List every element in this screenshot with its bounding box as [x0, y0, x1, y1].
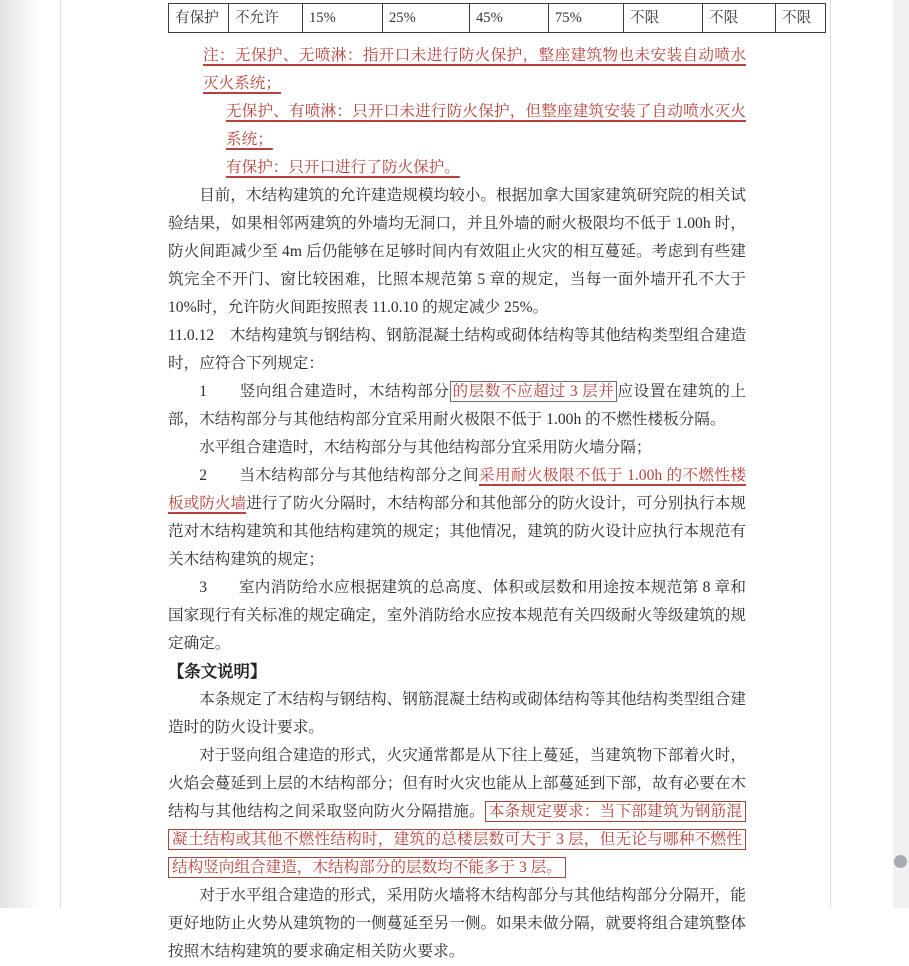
clause-3: 3 室内消防给水应根据建筑的总高度、体积或层数和用途按本规范第 8 章和国家现行有关标准的规定确定，室外消防给水应按本规范有关四级耐火等级建筑的规定确定。 [168, 579, 746, 652]
paragraph-current-scale: 目前，木结构建筑的允许建造规模均较小。根据加拿大国家建筑研究院的相关试验结果，如果相邻两建筑的外墙均无洞口，并且外墙的耐火极限均不低于 1.00h 时，防火间距减少至 4m 后仍能够在足够时间内有效阻止火灾的相互蔓延。考虑到有些建筑完全不开门、窗比较困难，比照本规范第 5 章的规定，当每一面外墙开孔不大于 10%时，允许防火间距按照表 11.0.10 的规定减少 25%。 [168, 187, 746, 316]
table-cell: 不允许 [229, 4, 303, 33]
clause-2 [168, 462, 746, 574]
table-cell: 不限 [703, 4, 776, 33]
fire-protection-table [168, 3, 826, 33]
clause-1-pre: 1 竖向组合建造时，木结构部分 [199, 383, 450, 400]
note-line-3: 有保护：只开口进行了防火保护。 [226, 159, 460, 176]
clause-1-boxed-emphasis: 的层数不应超过 3 层并 [450, 381, 618, 402]
page-left-edge [60, 0, 61, 908]
clause-2-pre: 2 当木结构部分与其他结构部分之间 [199, 467, 480, 484]
section-11-0-12-line: 11.0.12 木结构建筑与钢结构、钢筋混凝土结构或砌体结构等其他结构类型组合建造时，应符合下列规定： [168, 327, 746, 372]
page-right-edge [830, 0, 831, 908]
clause-body [168, 182, 746, 966]
table-cell: 15% [303, 4, 383, 33]
commentary-2-boxed-emphasis: 本条规定要求：当下部建筑为钢筋混凝土结构或其他不燃性结构时，建筑的总楼层数可大于 3 层，但无论与哪种不燃性结构竖向组合建造，木结构部分的层数均不能多于 3 层。 [168, 801, 746, 878]
commentary-paragraph-1: 本条规定了木结构与钢结构、钢筋混凝土结构或砌体结构等其他结构类型组合建造时的防火设计要求。 [168, 691, 746, 736]
document-page-content [168, 0, 812, 966]
clause-2-underlined-emphasis: 采用耐火极限不低于 1.00h 的不燃性楼板或防火墙 [168, 467, 746, 512]
commentary-2-pre: 对于竖向组合建造的形式，火灾通常都是从下往上蔓延，当建筑物下部着火时，火焰会蔓延到上层的木结构部分；但有时火灾也能从上部蔓延到下部，故有必要在木结构与其他结构之间采取竖向防火分隔措施。 [168, 747, 746, 820]
page-left-shadow [0, 0, 40, 908]
scrollbar-track[interactable] [893, 0, 909, 908]
table-cell: 有保护 [169, 4, 229, 33]
table-row [169, 4, 826, 33]
note-line-1: 注：无保护、无喷淋：指开口未进行防火保护，整座建筑物也未安装自动喷水灭火系统； [203, 47, 746, 92]
table-cell: 45% [470, 4, 549, 33]
note-line-2: 无保护、有喷淋：只开口未进行防火保护，但整座建筑安装了自动喷水灭火系统； [226, 103, 746, 148]
commentary-paragraph-2 [168, 742, 746, 882]
clause-1 [168, 378, 746, 434]
table-cell: 25% [383, 4, 470, 33]
clause-1-horizontal: 水平组合建造时，木结构部分与其他结构部分宜采用防火墙分隔； [199, 439, 652, 456]
table-cell: 75% [549, 4, 624, 33]
table-cell: 不限 [624, 4, 703, 33]
clause-2-post: 进行了防火分隔时，木结构部分和其他部分的防火设计，可分别执行本规范对木结构建筑和其他结构建筑的规定；其他情况，建筑的防火设计应执行本规范有关木结构建筑的规定； [168, 495, 746, 568]
commentary-heading: 【条文说明】 [168, 662, 267, 681]
table-notes [168, 42, 746, 182]
clause-1-post: 应设置在建筑的上部，木结构部分与其他结构部分宜采用耐火极限不低于 1.00h 的不燃性楼板分隔。 [168, 383, 746, 428]
commentary-paragraph-3: 对于水平组合建造的形式，采用防火墙将木结构部分与其他结构部分分隔开，能更好地防止火势从建筑物的一侧蔓延至另一侧。如果未做分隔，就要将组合建筑整体按照木结构建筑的要求确定相关防火要求。 [168, 887, 746, 960]
table-cell: 不限 [776, 4, 826, 33]
scrollbar-thumb-icon[interactable] [894, 855, 907, 868]
